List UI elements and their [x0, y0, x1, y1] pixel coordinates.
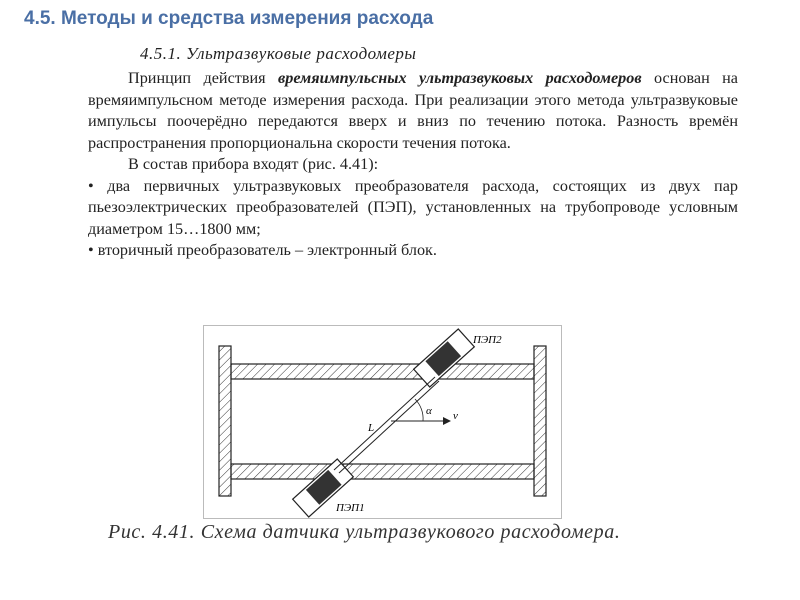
flowmeter-diagram	[203, 325, 562, 519]
length-label: L	[368, 422, 375, 434]
p1-emphasis: времяимпульсных ультразвуковых расходомеров	[278, 69, 642, 87]
bullet-1: • два первичных ультразвуковых преобразователя расхода, состоящих из двух пар пьезоэлектрических преобразователей (ПЭП), установленных на трубопроводе условным диаметром 15…1800 мм;	[88, 176, 738, 238]
pipe	[219, 346, 546, 496]
figure-caption: Рис. 4.41. Схема датчика ультразвукового расходомера.	[108, 521, 621, 543]
right-flange	[534, 346, 546, 496]
slide-title: 4.5. Методы и средства измерения расхода	[24, 8, 434, 29]
paragraph-1	[88, 68, 738, 154]
bottom-wall	[231, 464, 534, 479]
p1-lead: Принцип действия	[128, 69, 279, 87]
top-wall	[231, 364, 534, 379]
beam-line-2	[339, 381, 439, 473]
section-subtitle: 4.5.1. Ультразвуковые расходомеры	[140, 44, 417, 63]
left-flange	[219, 346, 231, 496]
sensor-bottom-label: ПЭП1	[336, 502, 365, 514]
p1-rest: основан на времяимпульсном методе измерения расхода. При реализации этого метода ультразвуковые импульсы поочерёдно передаются вверх и вниз по течению потока. Разность времён распространения пропорциональна скорости течения потока.	[88, 69, 738, 152]
velocity-label: v	[453, 410, 458, 422]
body-text	[88, 68, 738, 262]
angle-label: α	[426, 405, 432, 417]
paragraph-2: В состав прибора входят (рис. 4.41):	[128, 155, 379, 173]
sensor-top-label: ПЭП2	[473, 334, 502, 346]
bullet-2: • вторичный преобразователь – электронный блок.	[88, 241, 437, 259]
beam-line-1	[334, 377, 435, 470]
